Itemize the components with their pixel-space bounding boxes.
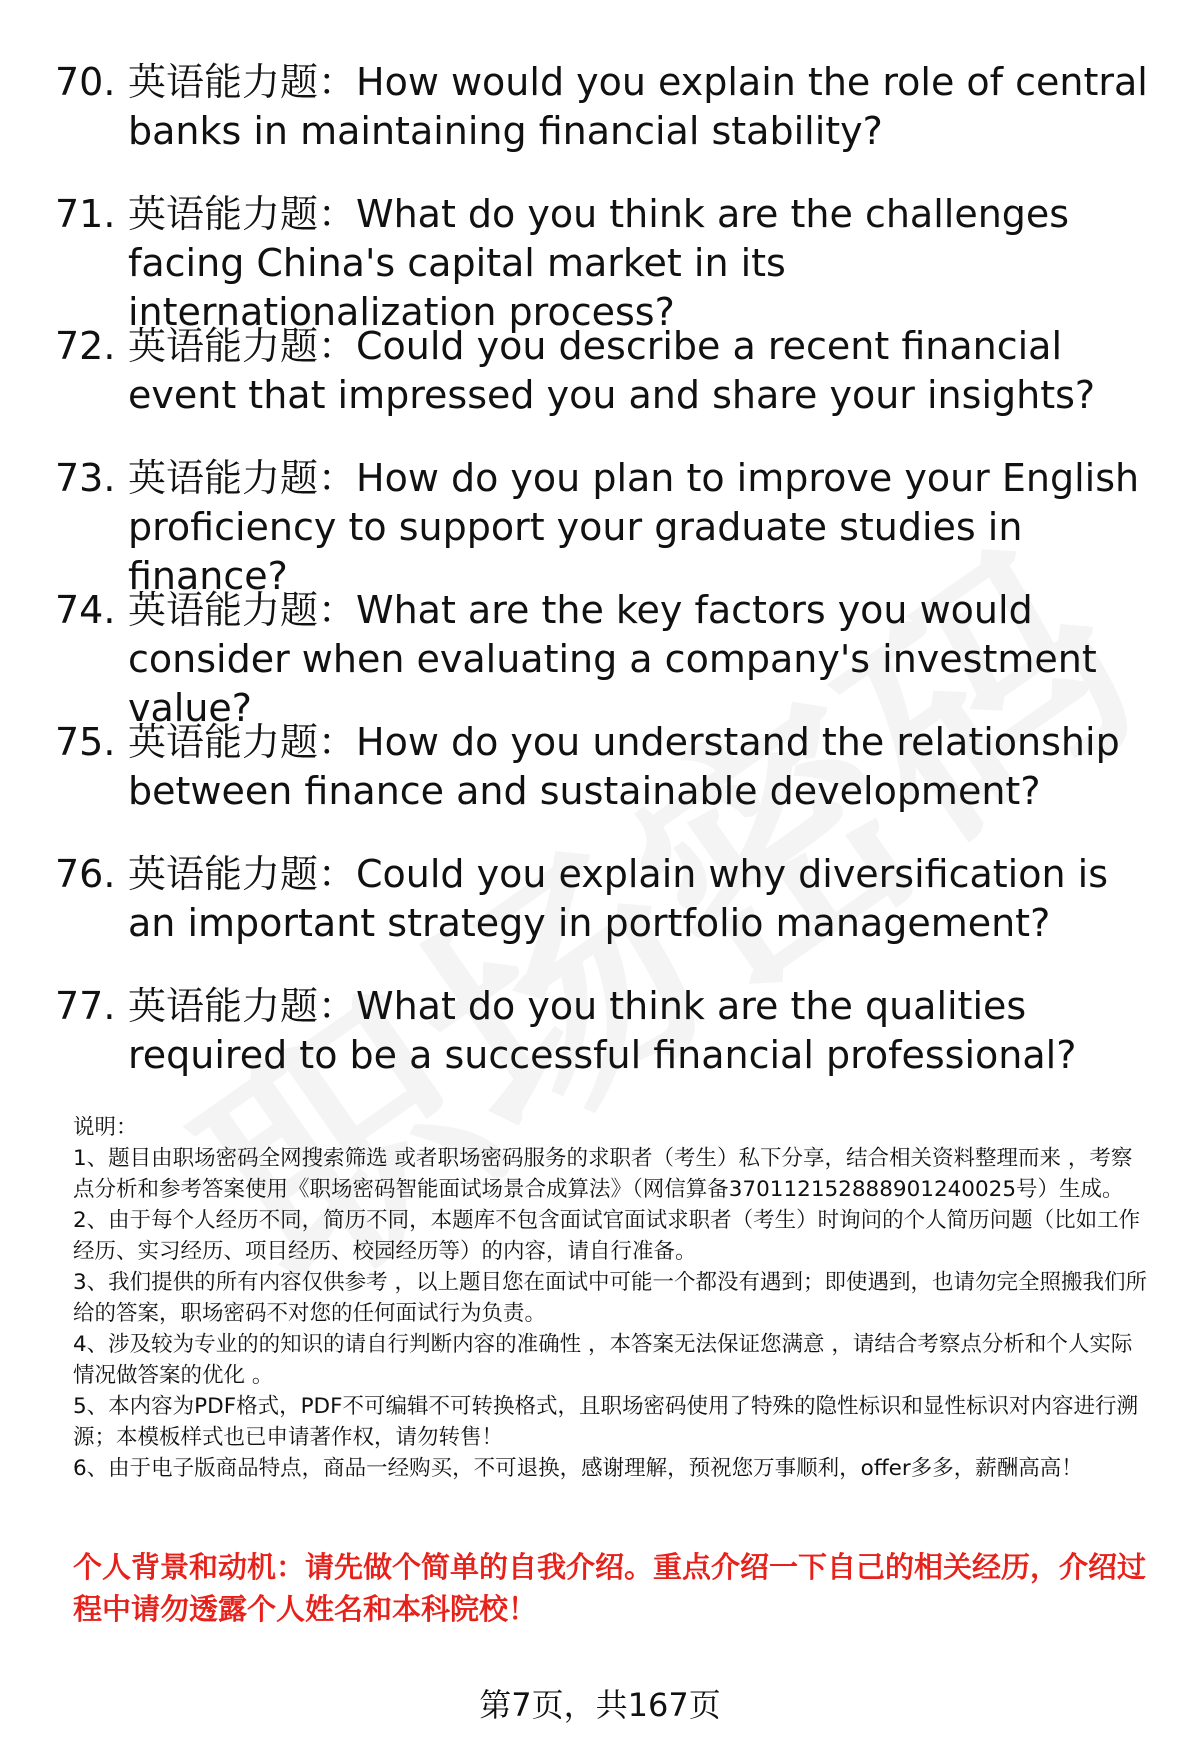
question-text: 英语能力题：What do you think are the qualities required to be a successful financial professional?: [128, 984, 1077, 1077]
note-item: 4、涉及较为专业的的知识的请自行判断内容的准确性 ，本答案无法保证您满意 ，请结合考察点分析和个人实际情况做答案的优化 。: [73, 1332, 1133, 1388]
question-item: [55, 58, 1165, 190]
note-item: 2、由于每个人经历不同，简历不同，本题库不包含面试官面试求职者（考生）时询问的个人简历问题（比如工作经历、实习经历、项目经历、校园经历等）的内容，请自行准备。: [73, 1208, 1141, 1264]
question-number: 72.: [55, 324, 116, 368]
question-item: [55, 190, 1165, 334]
note-item: 3、我们提供的所有内容仅供参考 ，以上题目您在面试中可能一个都没有遇到；即使遇到，也请勿完全照搬我们所给的答案，职场密码不对您的任何面试行为负责。: [73, 1270, 1148, 1326]
question-text: 英语能力题：Could you describe a recent financial event that impressed you and share your insights?: [128, 324, 1096, 417]
question-text: 英语能力题：How do you understand the relationship between finance and sustainable development?: [128, 720, 1120, 813]
question-number: 73.: [55, 456, 116, 500]
question-text: 英语能力题：How would you explain the role of central banks in maintaining financial stability?: [128, 60, 1148, 153]
question-number: 71.: [55, 192, 116, 236]
notes-title: 说明：: [73, 1115, 138, 1140]
question-item: [55, 322, 1165, 454]
note-item: 5、本内容为PDF格式，PDF不可编辑不可转换格式，且职场密码使用了特殊的隐性标识和显性标识对内容进行溯源；本模板样式也已申请著作权，请勿转售！: [73, 1394, 1138, 1450]
question-list: [55, 58, 1165, 1114]
question-text: 英语能力题：How do you plan to improve your English proficiency to support your graduate studies in finance?: [128, 456, 1140, 598]
question-text: 英语能力题：Could you explain why diversification is an important strategy in portfolio management?: [128, 852, 1109, 945]
question-number: 76.: [55, 852, 116, 896]
question-item: [55, 850, 1165, 982]
note-item: 6、由于电子版商品特点，商品一经购买，不可退换，感谢理解，预祝您万事顺利，offer多多，薪酬高高！: [73, 1456, 1083, 1481]
question-number: 75.: [55, 720, 116, 764]
question-item: [55, 454, 1165, 598]
question-item: [55, 982, 1165, 1114]
question-item: [55, 586, 1165, 730]
question-text: 英语能力题：What are the key factors you would consider when evaluating a company's investment value?: [128, 588, 1097, 730]
question-number: 74.: [55, 588, 116, 632]
notes-section: [73, 1112, 1153, 1484]
page-number: 第7页，共167页: [479, 1686, 721, 1724]
question-number: 77.: [55, 984, 116, 1028]
question-text: 英语能力题：What do you think are the challenges facing China's capital market in its internationalization process?: [128, 192, 1070, 334]
question-number: 70.: [55, 60, 116, 104]
highlight-prompt: 个人背景和动机：请先做个简单的自我介绍。重点介绍一下自己的相关经历，介绍过程中请勿透露个人姓名和本科院校！: [73, 1550, 1147, 1626]
note-item: 1、题目由职场密码全网搜索筛选 或者职场密码服务的求职者（考生）私下分享，结合相关资料整理而来 ，考察点分析和参考答案使用《职场密码智能面试场景合成算法》（网信算备370112152888901240025号）生成。: [73, 1146, 1133, 1202]
question-item: [55, 718, 1165, 850]
